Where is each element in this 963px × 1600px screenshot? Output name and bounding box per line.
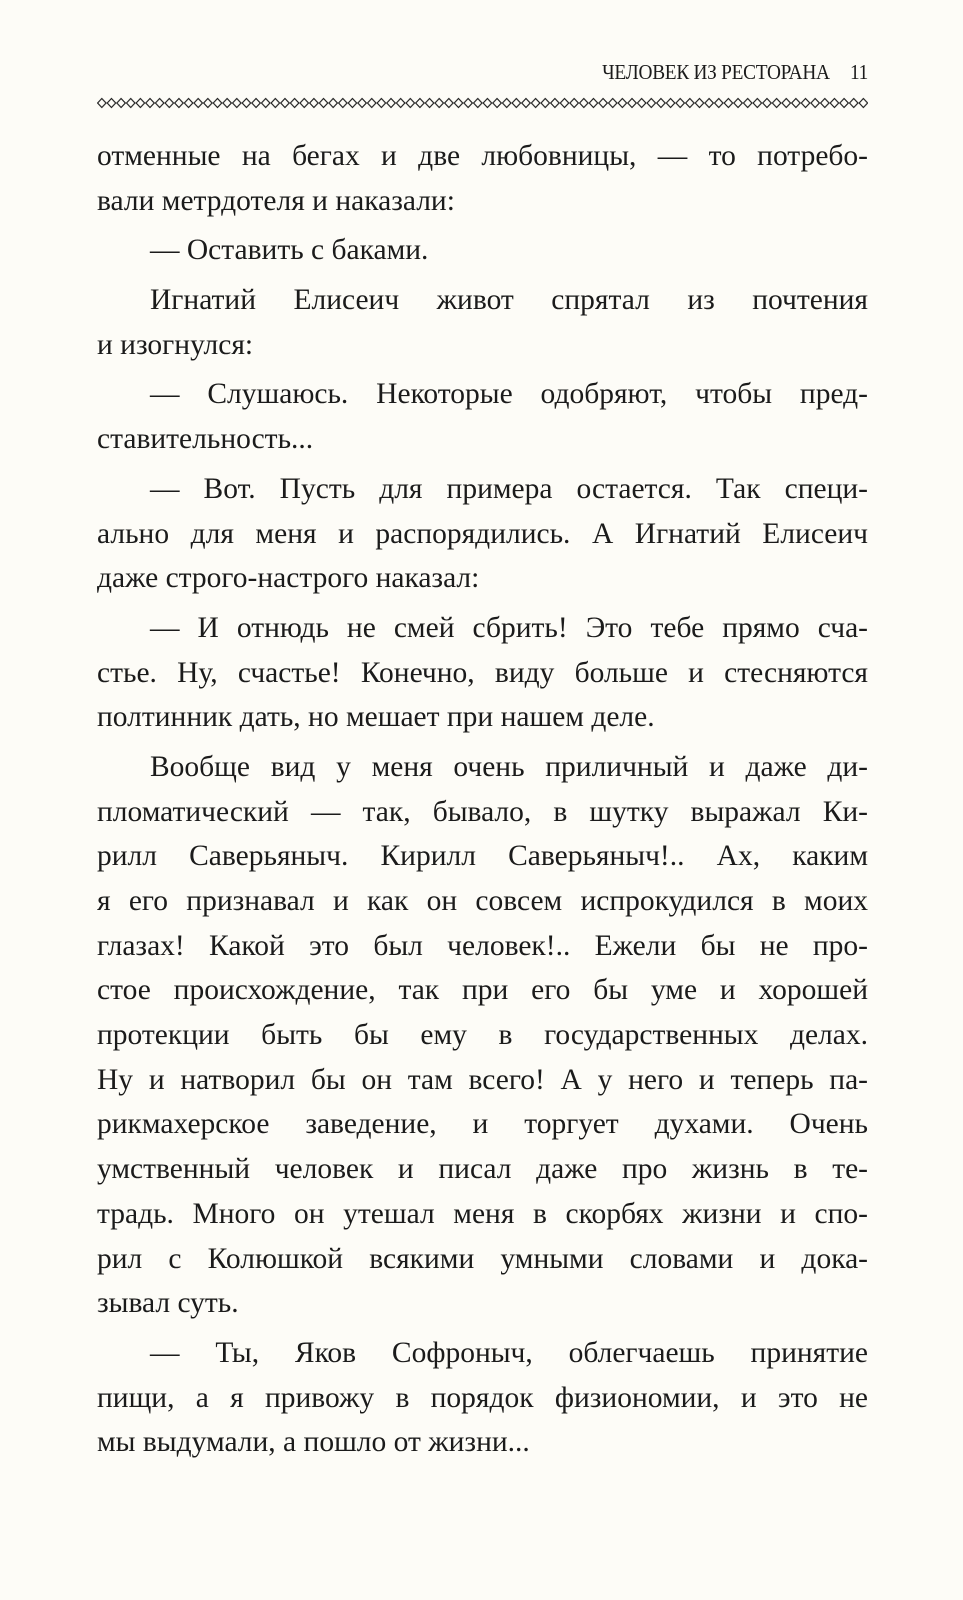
text-line: рикмахерское заведение, и торгует духами. Очень bbox=[97, 1108, 868, 1141]
text-line: — Оставить с баками. bbox=[150, 234, 429, 267]
text-line: — Слушаюсь. Некоторые одобряют, чтобы пред- bbox=[150, 378, 868, 411]
running-header bbox=[159, 60, 868, 85]
paragraph bbox=[97, 606, 868, 740]
text-line: Игнатий Елисеич живот спрятал из почтения bbox=[150, 284, 868, 317]
text-line: даже строго-настрого наказал: bbox=[97, 562, 480, 595]
text-line: Вообще вид у меня очень приличный и даже ди- bbox=[150, 750, 868, 783]
text-line: полтинник дать, но мешает при нашем деле. bbox=[97, 701, 655, 734]
paragraph bbox=[97, 1331, 868, 1465]
running-title: ЧЕЛОВЕК ИЗ РЕСТОРАНА bbox=[602, 60, 830, 84]
text-line: — Вот. Пусть для примера остается. Так специ- bbox=[150, 472, 868, 505]
text-line: традь. Много он утешал меня в скорбях жизни и спо- bbox=[97, 1197, 868, 1230]
text-line: мы выдумали, а пошло от жизни... bbox=[97, 1426, 530, 1459]
text-line: и изогнулся: bbox=[97, 328, 254, 361]
text-line: умственный человек и писал даже про жизнь в те- bbox=[97, 1153, 868, 1186]
text-line: — Ты, Яков Софроныч, облегчаешь принятие bbox=[150, 1336, 868, 1369]
text-line: зывал суть. bbox=[97, 1287, 239, 1320]
paragraph bbox=[97, 278, 868, 367]
paragraph bbox=[97, 467, 868, 601]
text-line: глазах! Какой это был человек!.. Ежели бы не про- bbox=[97, 929, 868, 962]
text-line: рилл Саверьяныч. Кирилл Саверьяныч!.. Ах, каким bbox=[97, 840, 868, 873]
text-line: ально для меня и распорядились. А Игнатий Елисеич bbox=[97, 517, 868, 550]
text-line: — И отнюдь не смей сбрить! Это тебе прямо сча- bbox=[150, 611, 868, 644]
text-line: протекции быть бы ему в государственных делах. bbox=[97, 1019, 868, 1052]
text-line: я его признавал и как он совсем испрокудился в моих bbox=[97, 885, 868, 917]
text-line: стье. Ну, счастье! Конечно, виду больше и стесняются bbox=[97, 656, 868, 689]
body-text bbox=[97, 134, 868, 1465]
text-line: пищи, а я привожу в порядок физиономии, и это не bbox=[97, 1381, 868, 1414]
ornamental-rule bbox=[97, 97, 868, 109]
text-line: отменные на бегах и две любовницы, — то потребо- bbox=[97, 140, 868, 172]
paragraph bbox=[97, 372, 868, 461]
text-line: стое происхождение, так при его бы уме и хорошей bbox=[97, 974, 868, 1007]
text-line: пломатический — так, бывало, в шутку выражал Ки- bbox=[97, 795, 868, 828]
paragraph bbox=[97, 228, 868, 273]
page-number: 11 bbox=[849, 60, 868, 84]
paragraph bbox=[97, 134, 868, 223]
text-line: ставительность... bbox=[97, 423, 314, 456]
paragraph bbox=[97, 745, 868, 1326]
text-line: рил с Колюшкой всякими умными словами и дока- bbox=[97, 1242, 868, 1275]
text-line: вали метрдотеля и наказали: bbox=[97, 184, 455, 217]
text-line: Ну и натворил бы он там всего! А у него и теперь па- bbox=[97, 1063, 868, 1096]
